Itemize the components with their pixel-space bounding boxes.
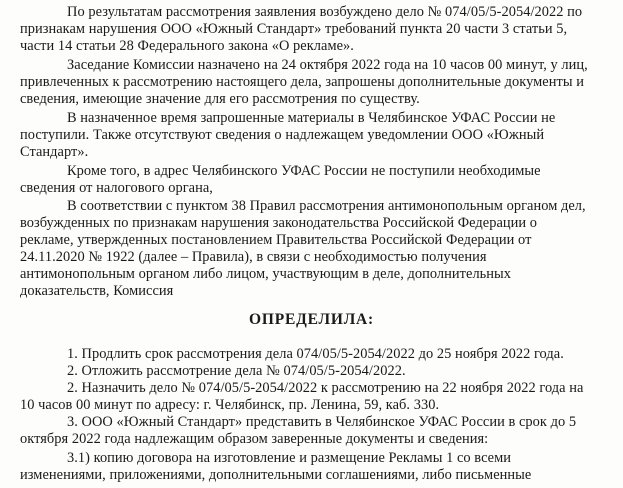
section-heading: ОПРЕДЕЛИЛА: (248, 311, 375, 328)
text-line: Стандарт». (20, 144, 89, 160)
text-line: Кроме того, в адрес Челябинского УФАС России не поступили необходимые (67, 163, 541, 179)
text-line: привлеченных к рассмотрению настоящего дела, запрошены дополнительные документы и (20, 74, 584, 90)
text-line: поступили. Также отсутствуют сведения о надлежащем уведомлении ООО «Южный (20, 127, 545, 143)
text-line: доказательств, Комиссия (20, 283, 174, 299)
text-line: В назначенное время запрошенные материалы в Челябинское УФАС России не (67, 110, 556, 126)
decision-item: 1. Продлить срок рассмотрения дела 074/05/5-2054/2022 до 25 ноября 2022 года. (67, 346, 564, 362)
text-line: 24.11.2020 № 1922 (далее – Правила), в связи с необходимостью получения (20, 249, 487, 265)
text-line: антимонопольным органом либо лицом, участвующим в деле, дополнительных (20, 266, 512, 282)
text-line: По результатам рассмотрения заявления возбуждено дело № 074/05/5-2054/2022 по (67, 4, 583, 20)
text-line: В соответствии с пунктом 38 Правил рассмотрения антимонопольным органом дел, (67, 198, 586, 214)
text-line: признакам нарушения ООО «Южный Стандарт» требований пункта 20 части 3 статьи 5, (20, 21, 568, 37)
text-line: рекламе, утвержденных постановлением Правительства Российской Федерации от (20, 232, 532, 248)
decision-item: 2. Назначить дело № 074/05/5-2054/2022 к рассмотрению на 22 ноября 2022 года на (67, 380, 584, 396)
decision-item: 2. Отложить рассмотрение дела № 074/05/5-2054/2022. (67, 363, 406, 379)
text-line: части 14 статьи 28 Федерального закона «О рекламе». (20, 38, 354, 54)
decision-item: 10 часов 00 минут по адресу: г. Челябинск, пр. Ленина, 59, каб. 330. (20, 397, 440, 413)
text-line: сведения от налогового органа, (20, 180, 213, 196)
text-line: Заседание Комиссии назначено на 24 октября 2022 года на 10 часов 00 минут, у лиц, (67, 57, 588, 73)
text-line: возбужденных по признакам нарушения законодательства Российской Федерации о (20, 215, 538, 231)
decision-item: 3.1) копию договора на изготовление и размещение Рекламы 1 со всеми (67, 450, 512, 466)
decision-item: изменениями, приложениями, дополнительными соглашениями, либо письменные (20, 467, 532, 483)
decision-item: 3. ООО «Южный Стандарт» представить в Челябинское УФАС России в срок до 5 (67, 414, 577, 430)
text-line: сведения, имеющие значение для его рассмотрения по существу. (20, 91, 420, 107)
decision-item: октября 2022 года надлежащим образом заверенные документы и сведения: (20, 431, 489, 447)
